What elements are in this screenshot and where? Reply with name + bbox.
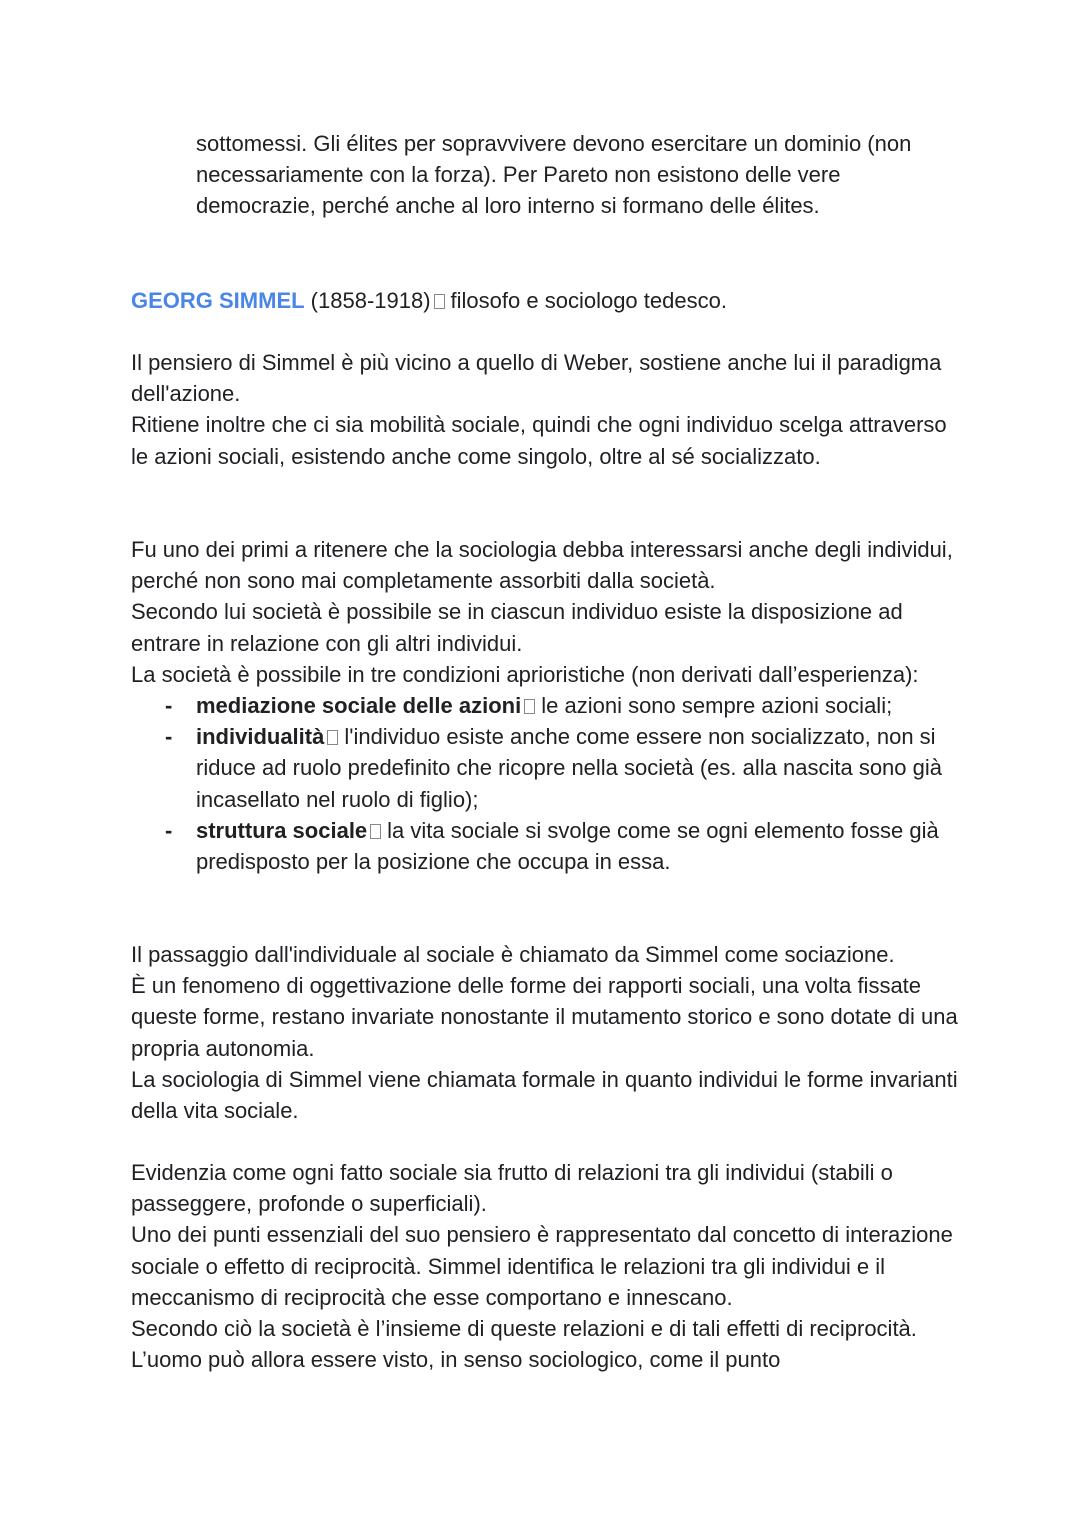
intro-paragraph: sottomessi. Gli élites per sopravvivere devono esercitare un dominio (non necessariamente con la forza). Per Pareto non esistono delle vere democrazie, perché anche al loro interno si formano delle élites. [196,131,912,219]
para3-line-3: La sociologia di Simmel viene chiamata formale in quanto individui le forme invarianti della vita sociale. [131,1066,958,1124]
conditions-list [131,690,961,877]
para2-line-2: Secondo lui società è possibile se in ciascun individuo esiste la disposizione ad entrare in relazione con gli altri individui. [131,599,903,656]
intro-continuation [196,128,961,222]
condition-text: le azioni sono sempre azioni sociali; [541,693,893,719]
heading-name: GEORG SIMMEL [131,288,305,313]
para1-line-1: Il pensiero di Simmel è più vicino a quello di Weber, sostiene anche lui il paradigma dell'azione. [131,350,942,407]
para1-line-2: Ritiene inoltre che ci sia mobilità sociale, quindi che ogni individuo scelga attraverso le azioni sociali, esistendo anche come singolo, oltre al sé socializzato. [131,412,947,469]
condition-item [131,721,961,815]
missing-glyph-icon [327,730,338,745]
heading-line [131,285,961,316]
list-bullet: - [165,693,173,719]
paragraph-1 [131,347,961,472]
missing-glyph-icon [524,699,535,714]
para4-line-2: Uno dei punti essenziali del suo pensiero è rappresentato dal concetto di interazione sociale o effetto di reciprocità. Simmel identifica le relazioni tra gli individui e il meccanismo di reciprocità che esse comportano e innescano. [131,1222,953,1310]
condition-term: struttura sociale [196,817,368,843]
missing-glyph-icon [434,294,445,309]
paragraph-2 [131,534,961,877]
condition-term: mediazione sociale delle azioni [196,693,522,719]
para2-line-1: Fu uno dei primi a ritenere che la sociologia debba interessarsi anche degli individui, perché non sono mai completamente assorbiti dalla società. [131,537,953,594]
condition-text: la vita sociale si svolge come se ogni elemento fosse già predisposto per la posizione che occupa in essa. [196,817,939,875]
para4-line-3: Secondo ciò la società è l’insieme di queste relazioni e di tali effetti di reciprocità. L’uomo può allora essere visto, in senso sociologico, come il punto [131,1316,917,1373]
heading-description: filosofo e sociologo tedesco. [450,288,727,313]
heading-dates: (1858-1918) [304,288,431,313]
list-bullet: - [165,817,173,843]
para3-line-1: Il passaggio dall'individuale al sociale è chiamato da Simmel come sociazione. [131,942,895,967]
condition-item [131,815,961,877]
paragraph-4 [131,1157,961,1375]
list-bullet: - [165,724,173,750]
para3-line-2: È un fenomeno di oggettivazione delle forme dei rapporti sociali, una volta fissate queste forme, restano invariate nonostante il mutamento storico e sono dotate di una propria autonomia. [131,973,958,1061]
condition-term: individualità [196,724,325,750]
condition-item [131,690,961,721]
missing-glyph-icon [370,824,381,839]
para2-line-3: La società è possibile in tre condizioni aprioristiche (non derivati dall’esperienza): [131,661,919,687]
condition-text: l'individuo esiste anche come essere non socializzato, non si riduce ad ruolo predefinito che ricopre nella società (es. alla nascita sono già incasellato nel ruolo di figlio); [196,724,942,812]
section-heading [131,285,961,316]
para4-line-1: Evidenzia come ogni fatto sociale sia frutto di relazioni tra gli individui (stabili o passeggere, profonde o superficiali). [131,1160,893,1217]
paragraph-3 [131,939,961,1126]
